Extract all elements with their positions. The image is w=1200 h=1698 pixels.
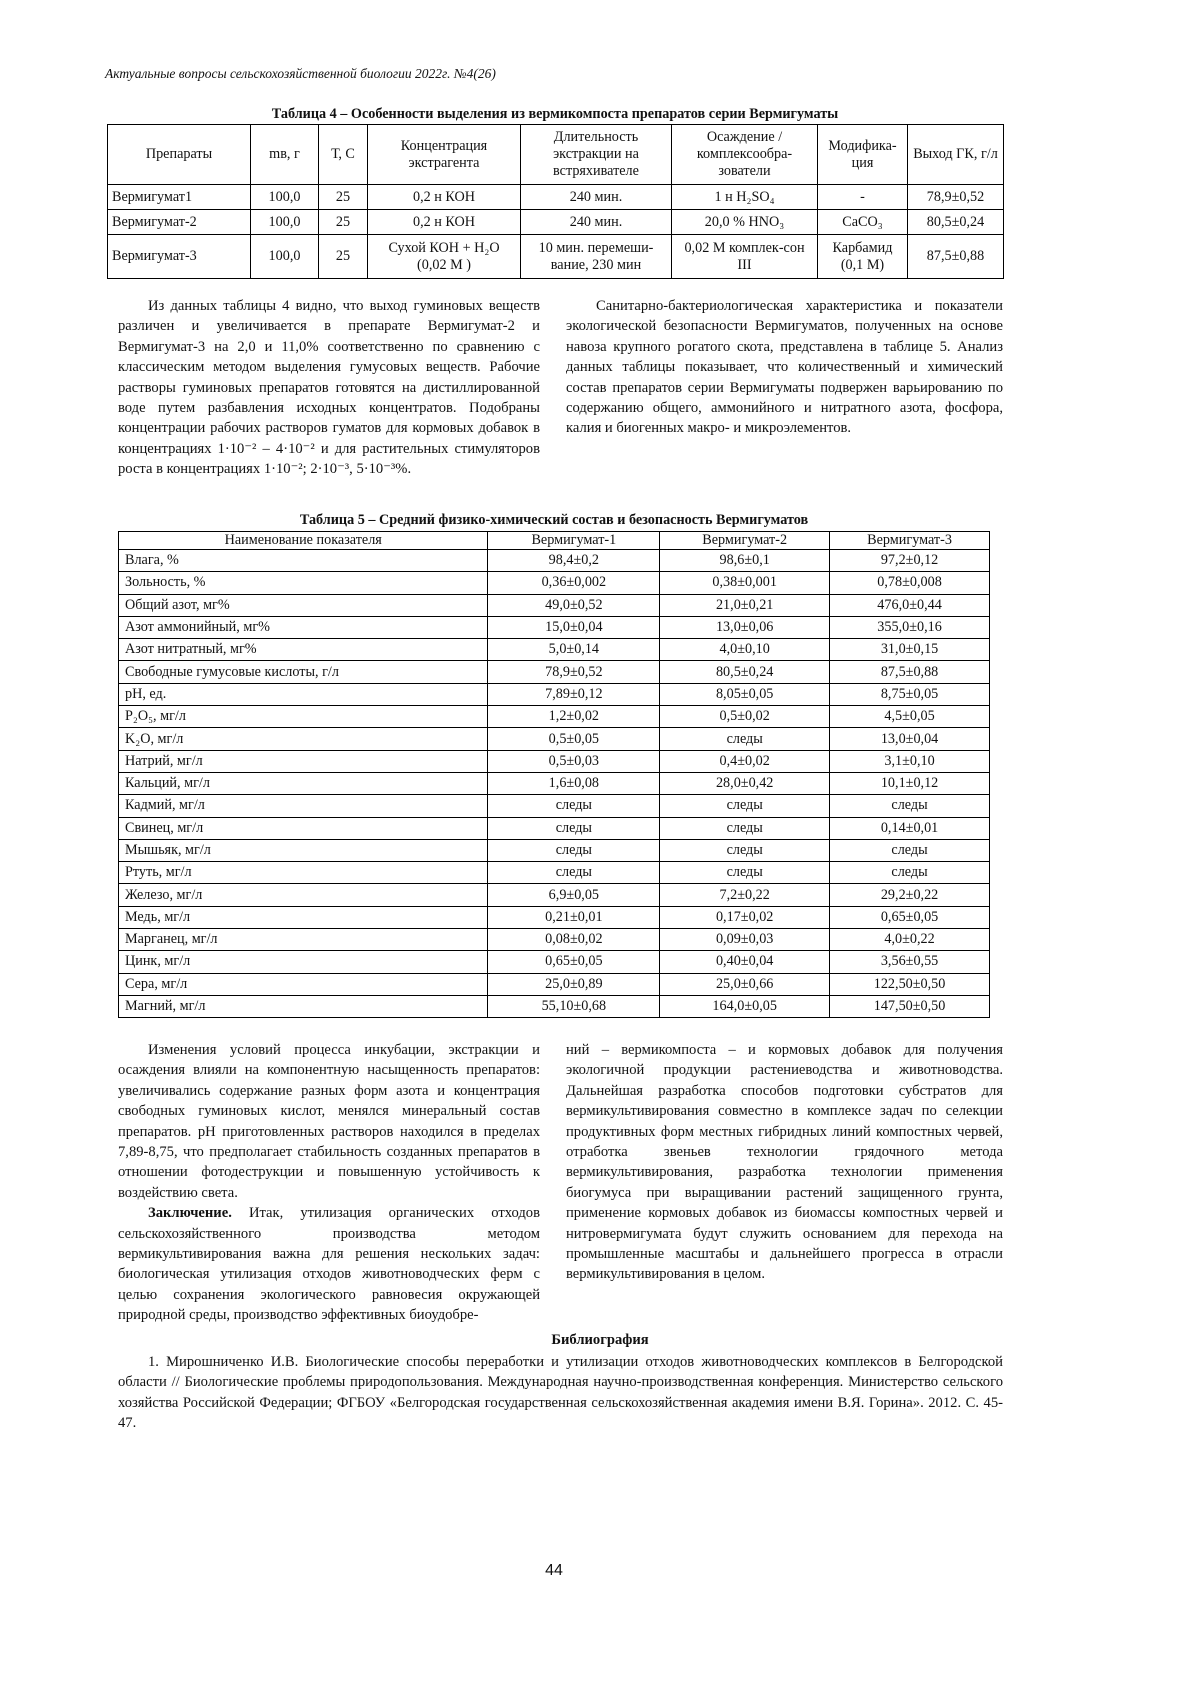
table-cell: следы [488,862,660,884]
bibliography-item: 1. Мирошниченко И.В. Биологические способы переработки и утилизации отходов животноводческих комплексов в Белгородской области // Биологические проблемы природопользования. Международная научно-производственная конференция. Министерство сельского хозяйства Российской Федерации; ФГБОУ «Белгородская государственная сельскохозяйственная академия имени В.Я. Горина». 2012. С. 45-47. [118,1354,1003,1432]
column-header: Осаждение / комплексообра-зователи [672,125,818,185]
table-cell: 55,10±0,68 [488,995,660,1017]
table-row [119,973,990,995]
column-header: Вермигумат-1 [488,532,660,550]
table4 [107,124,1004,279]
table-cell: 355,0±0,16 [830,616,990,638]
table-cell: 5,0±0,14 [488,639,660,661]
table-cell: следы [488,795,660,817]
table-cell: Кадмий, мг/л [119,795,488,817]
table-cell: 1 н H₂SO₄ [672,185,818,210]
table-cell: K₂O, мг/л [119,728,488,750]
table-cell: следы [830,839,990,861]
table-cell: 0,17±0,02 [660,906,830,928]
table-cell: 4,5±0,05 [830,706,990,728]
table-cell: 164,0±0,05 [660,995,830,1017]
table-row [119,906,990,928]
table-cell: следы [660,817,830,839]
table-cell: 49,0±0,52 [488,594,660,616]
table-cell: 0,09±0,03 [660,929,830,951]
table-cell: 0,4±0,02 [660,750,830,772]
right-column-text-1 [566,296,1003,439]
table-cell: следы [488,817,660,839]
table-row [108,185,1004,210]
table-cell: P₂O₅, мг/л [119,706,488,728]
table-row [119,594,990,616]
bibliography-title: Библиография [551,1332,649,1348]
table-cell: 240 мин. [521,185,672,210]
table-cell: 0,38±0,001 [660,572,830,594]
table-row [119,639,990,661]
table-row [119,884,990,906]
table-cell: Вермигумат-3 [108,235,251,279]
column-header: mв, г [251,125,319,185]
table-cell: Сухой КОН + H₂O (0,02 M ) [368,235,521,279]
table-cell: 8,05±0,05 [660,683,830,705]
table-row [119,683,990,705]
table-row [119,795,990,817]
table4-caption: Таблица 4 – Особенности выделения из вермикомпоста препаратов серии Вермигуматы [271,106,839,122]
table-row [119,817,990,839]
paragraph: Из данных таблицы 4 видно, что выход гуминовых веществ различен и увеличивается в препарате Вермигумат-2 и Вермигумат-3 на 2,0 и 11,0% соответственно по сравнению с классическим методом выделения гумусовых веществ. Рабочие растворы гуминовых препаратов готовятся на дистиллированной воде путем разбавления исходных концентратов. Подобраны концентрации рабочих растворов гуматов для кормовых добавок в концентрациях 1·10⁻² – 4·10⁻² и для растительных стимуляторов роста в концентрациях 1·10⁻²; 2·10⁻³, 5·10⁻³%. [118,298,540,478]
table-cell: 97,2±0,12 [830,550,990,572]
right-column-text-2 [566,1040,1003,1285]
table-cell: 0,65±0,05 [830,906,990,928]
table-cell: Марганец, мг/л [119,929,488,951]
column-header: Концентрация экстрагента [368,125,521,185]
left-column-text-2 [118,1040,540,1326]
table-cell: 7,89±0,12 [488,683,660,705]
column-header: Вермигумат-3 [830,532,990,550]
table-cell: 20,0 % HNO₃ [672,210,818,235]
table-cell: следы [830,862,990,884]
table-cell: Железо, мг/л [119,884,488,906]
table-cell: 10 мин. перемеши-вание, 230 мин [521,235,672,279]
column-header: Длительность экстракции на встряхивателе [521,125,672,185]
column-header: Вермигумат-2 [660,532,830,550]
table-cell: Влага, % [119,550,488,572]
table-row [119,929,990,951]
conclusion-paragraph [118,1203,540,1325]
table-cell: следы [660,862,830,884]
table-cell: следы [830,795,990,817]
table-cell: 8,75±0,05 [830,683,990,705]
table-cell: 10,1±0,12 [830,772,990,794]
table-cell: Натрий, мг/л [119,750,488,772]
paragraph: Санитарно-бактериологическая характеристика и показатели экологической безопасности Вермигуматов, полученных на основе навоза крупного рогатого скота, представлена в таблице 5. Анализ данных таблицы показывает, что количественный и химический состав препаратов серии Вермигуматы подвержен варьированию по содержанию общего, аммонийного и нитратного азота, фосфора, калия и биогенных макро- и микроэлементов. [566,298,1003,437]
table-cell: 98,4±0,2 [488,550,660,572]
table-cell: Азот нитратный, мг% [119,639,488,661]
table-row [119,772,990,794]
running-header: Актуальные вопросы сельскохозяйственной биологии 2022г. №4(26) [105,66,496,81]
table-cell: 21,0±0,21 [660,594,830,616]
table-cell: 0,08±0,02 [488,929,660,951]
column-header: Наименование показателя [119,532,488,550]
conclusion-text: Итак, утилизация органических отходов сельскохозяйственного производства методом вермикультивирования важна для решения нескольких задач: биологическая утилизация отходов животноводческих ферм с целью сохранения экологического равновесия окружающей природной среды, производство эффективных биоудобре- [118,1205,540,1324]
table-cell: Кальций, мг/л [119,772,488,794]
table-cell: 15,0±0,04 [488,616,660,638]
table-cell: 0,21±0,01 [488,906,660,928]
table-cell: 25,0±0,89 [488,973,660,995]
table-row [119,572,990,594]
table-cell: 100,0 [251,185,319,210]
table-cell: 3,1±0,10 [830,750,990,772]
table-row [119,750,990,772]
table-cell: 29,2±0,22 [830,884,990,906]
table-cell: Азот аммонийный, мг% [119,616,488,638]
table-cell: Карбамид (0,1 М) [818,235,908,279]
table-row [119,616,990,638]
table-cell: 147,50±0,50 [830,995,990,1017]
table-cell: 0,40±0,04 [660,951,830,973]
table-cell: 80,5±0,24 [660,661,830,683]
table-cell: 98,6±0,1 [660,550,830,572]
table-cell: 0,2 н КОН [368,210,521,235]
table-cell: 25,0±0,66 [660,973,830,995]
page-number: 44 [545,1562,563,1579]
table-cell: 78,9±0,52 [488,661,660,683]
table-cell: 28,0±0,42 [660,772,830,794]
table5-caption: Таблица 5 – Средний физико-химический состав и безопасность Вермигуматов [299,512,809,528]
table-row [119,661,990,683]
table-cell: pH, ед. [119,683,488,705]
table-cell: - [818,185,908,210]
table-cell: 0,65±0,05 [488,951,660,973]
table-cell: Мышьяк, мг/л [119,839,488,861]
table5 [118,531,990,1018]
table-cell: 1,2±0,02 [488,706,660,728]
table-cell: 476,0±0,44 [830,594,990,616]
table-cell: 1,6±0,08 [488,772,660,794]
table-cell: 0,78±0,008 [830,572,990,594]
table-cell: 0,02 М комплек-сон III [672,235,818,279]
table-cell: 6,9±0,05 [488,884,660,906]
table-cell: 4,0±0,10 [660,639,830,661]
table-cell: 0,14±0,01 [830,817,990,839]
table-cell: Общий азот, мг% [119,594,488,616]
table-cell: следы [660,839,830,861]
left-column-text-1 [118,296,540,480]
table-cell: Свободные гумусовые кислоты, г/л [119,661,488,683]
table-cell: следы [488,839,660,861]
table-cell: 100,0 [251,235,319,279]
table-cell: Вермигумат1 [108,185,251,210]
column-header: Выход ГК, г/л [908,125,1004,185]
table-row [119,995,990,1017]
table-cell: 25 [319,185,368,210]
table-row [108,210,1004,235]
table-row [119,839,990,861]
conclusion-label: Заключение. [148,1205,232,1222]
table-cell: 7,2±0,22 [660,884,830,906]
table-cell: Ртуть, мг/л [119,862,488,884]
table-row [119,862,990,884]
table-cell: следы [660,795,830,817]
paragraph: Изменения условий процесса инкубации, экстракции и осаждения влияли на компонентную насыщенность препаратов: увеличивались содержание разных форм азота и концентрация свободных гуминовых кислот, менялся минеральный состав препаратов. pH приготовленных растворов находился в пределах 7,89-8,75, что предполагает стабильность созданных препаратов в отношении фотодеструкции и повышенную устойчивость к воздействию света. [118,1042,540,1201]
table-row [119,728,990,750]
column-header: Т, С [319,125,368,185]
table-cell: Медь, мг/л [119,906,488,928]
table-row [119,706,990,728]
table-cell: 13,0±0,06 [660,616,830,638]
table-cell: 0,5±0,02 [660,706,830,728]
table-cell: 31,0±0,15 [830,639,990,661]
table-cell: Цинк, мг/л [119,951,488,973]
table-cell: следы [660,728,830,750]
table-row [108,235,1004,279]
table-cell: CaCO₃ [818,210,908,235]
table-cell: Магний, мг/л [119,995,488,1017]
column-header: Препараты [108,125,251,185]
table-cell: 0,5±0,03 [488,750,660,772]
table-cell: 25 [319,210,368,235]
table-cell: Вермигумат-2 [108,210,251,235]
table-row [119,951,990,973]
table-cell: 100,0 [251,210,319,235]
table-cell: 87,5±0,88 [908,235,1004,279]
table-cell: 122,50±0,50 [830,973,990,995]
table-cell: Зольность, % [119,572,488,594]
table-cell: 3,56±0,55 [830,951,990,973]
table-cell: 25 [319,235,368,279]
table-cell: Свинец, мг/л [119,817,488,839]
table-cell: 4,0±0,22 [830,929,990,951]
table-cell: 0,36±0,002 [488,572,660,594]
table-cell: 0,2 н КОН [368,185,521,210]
table-cell: 87,5±0,88 [830,661,990,683]
table-cell: 240 мин. [521,210,672,235]
table-cell: Сера, мг/л [119,973,488,995]
paragraph: ний – вермикомпоста – и кормовых добавок для получения экологичной продукции растениеводства и животноводства. Дальнейшая разработка способов подготовки субстратов для вермикультивирования совместно в комплексе задач по селекции продуктивных форм местных гибридных линий компостных червей, отработка звеньев технологии грядочного метода вермикультивирования, разработка технологии применения биогумуса при выращивании растений защищенного грунта, применение кормовых добавок из биомассы компостных червей и нитровермигумата будут служить основанием для перехода на промышленные масштабы и дальнейшего прогресса в отрасли вермикультивирования в целом. [566,1042,1003,1283]
column-header: Модифика-ция [818,125,908,185]
table-row [119,550,990,572]
table-cell: 0,5±0,05 [488,728,660,750]
table-cell: 13,0±0,04 [830,728,990,750]
table-cell: 78,9±0,52 [908,185,1004,210]
table-cell: 80,5±0,24 [908,210,1004,235]
